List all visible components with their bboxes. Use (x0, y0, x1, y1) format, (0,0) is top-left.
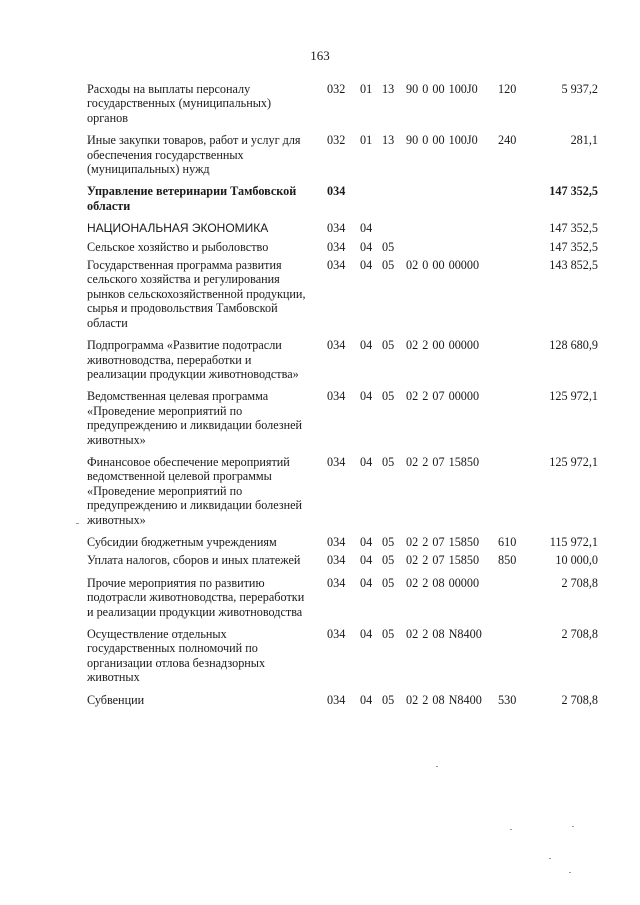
row-name: Ведомственная целевая программа «Проведение мероприятий по предупреждению и ликвидации болезней животных» (87, 389, 303, 447)
table-row (87, 627, 600, 685)
subsection-code: 05 (382, 258, 395, 273)
scan-speck (572, 826, 574, 827)
target-article-code: 90 0 00 100J0 (406, 133, 478, 148)
grbs-code: 034 (327, 627, 346, 641)
row-name: Расходы на выплаты персоналу государственных (муниципальных) органов (87, 82, 272, 125)
subsection-code: 05 (382, 338, 395, 353)
grbs-code: 034 (327, 575, 346, 590)
row-name: Субсидии бюджетным учреждениям (87, 534, 277, 549)
row-name: Финансовое обеспечение мероприятий ведомственной целевой программы «Проведение мероприятий по предупреждению и ликвидации болезней животных» (87, 454, 303, 527)
target-article-code: 02 2 08 00000 (406, 575, 480, 590)
table-row (87, 553, 600, 567)
section-code: 04 (360, 338, 373, 353)
table-row (87, 389, 600, 447)
row-name: Подпрограмма «Развитие подотрасли животноводства, переработки и реализации продукции животноводства» (87, 338, 299, 381)
row-name: Уплата налогов, сборов и иных платежей (87, 553, 301, 568)
amount: 2 708,8 (561, 575, 598, 590)
table-row (87, 576, 600, 619)
table-row (87, 221, 600, 235)
page-number: 163 (310, 48, 330, 63)
subsection-code: 13 (382, 133, 395, 148)
row-name: Государственная программа развития сельского хозяйства и регулирования рынков сельскохозяйственной продукции, сырья и продовольствия Тамбовской области (87, 258, 306, 330)
amount: 143 852,5 (549, 258, 598, 273)
target-article-code: 02 2 07 15850 (406, 534, 480, 549)
subsection-code: 05 (382, 389, 395, 404)
section-code: 04 (360, 454, 373, 469)
amount: 2 708,8 (561, 627, 598, 641)
table-row (87, 133, 600, 176)
section-code: 01 (360, 82, 373, 96)
grbs-code: 034 (327, 258, 346, 273)
amount: 128 680,9 (549, 338, 598, 353)
subsection-code: 05 (382, 627, 395, 641)
grbs-code: 032 (327, 133, 346, 148)
section-code: 04 (360, 239, 373, 254)
expense-type-code: 850 (498, 553, 517, 568)
amount: 147 352,5 (549, 239, 598, 254)
amount: 281,1 (570, 133, 598, 148)
table-row (87, 535, 600, 549)
section-code: 04 (360, 534, 373, 549)
table-row (87, 338, 600, 381)
row-name: Прочие мероприятия по развитию подотрасли животноводства, переработки и реализации продукции животноводства (87, 575, 305, 619)
grbs-code: 034 (327, 239, 346, 254)
amount: 10 000,0 (555, 553, 598, 568)
row-name: Осуществление отдельных государственных полномочий по организации отлова безнадзорных животных (87, 627, 266, 685)
table-row (87, 82, 600, 125)
row-name: НАЦИОНАЛЬНАЯ ЭКОНОМИКА (87, 221, 269, 236)
grbs-code: 034 (327, 184, 346, 199)
section-code: 04 (360, 692, 373, 707)
section-code: 04 (360, 553, 373, 568)
target-article-code: 02 2 07 15850 (406, 454, 480, 469)
subsection-code: 05 (382, 534, 395, 549)
scan-speck (76, 523, 79, 524)
amount: 5 937,2 (561, 82, 598, 96)
subsection-code: 05 (382, 692, 395, 707)
grbs-code: 034 (327, 692, 346, 707)
subsection-code: 13 (382, 82, 395, 96)
row-name: Иные закупки товаров, работ и услуг для обеспечения государственных (муниципальных) нужд (87, 133, 301, 177)
section-code: 01 (360, 133, 373, 148)
scan-speck (436, 766, 438, 767)
table-row (87, 258, 600, 330)
scan-speck (549, 858, 551, 859)
grbs-code: 034 (327, 553, 346, 568)
grbs-code: 034 (327, 389, 346, 404)
grbs-code: 034 (327, 454, 346, 469)
subsection-code: 05 (382, 454, 395, 469)
grbs-code: 034 (327, 338, 346, 353)
expense-type-code: 120 (498, 82, 517, 96)
subsection-code: 05 (382, 239, 395, 254)
target-article-code: 02 2 07 00000 (406, 389, 480, 404)
budget-table (87, 82, 600, 707)
target-article-code: 90 0 00 100J0 (406, 82, 478, 96)
amount: 125 972,1 (549, 389, 598, 404)
target-article-code: 02 2 08 N8400 (406, 627, 482, 641)
amount: 147 352,5 (549, 184, 598, 199)
amount: 115 972,1 (549, 534, 598, 549)
section-code: 04 (360, 221, 373, 236)
target-article-code: 02 2 08 N8400 (406, 692, 482, 707)
subsection-code: 05 (382, 575, 395, 590)
expense-type-code: 240 (498, 133, 517, 148)
grbs-code: 032 (327, 82, 346, 96)
scan-speck (510, 829, 512, 830)
row-name: Управление ветеринарии Тамбовской области (87, 184, 297, 213)
target-article-code: 02 2 07 15850 (406, 553, 480, 568)
grbs-code: 034 (327, 221, 346, 236)
row-name: Субвенции (87, 692, 145, 707)
expense-type-code: 530 (498, 692, 517, 707)
table-row (87, 184, 600, 213)
expense-type-code: 610 (498, 534, 517, 549)
table-row (87, 693, 600, 707)
grbs-code: 034 (327, 534, 346, 549)
target-article-code: 02 2 00 00000 (406, 338, 480, 353)
subsection-code: 05 (382, 553, 395, 568)
scan-speck (569, 872, 571, 873)
target-article-code: 02 0 00 00000 (406, 258, 480, 273)
section-code: 04 (360, 627, 373, 641)
section-code: 04 (360, 258, 373, 273)
section-code: 04 (360, 575, 373, 590)
amount: 2 708,8 (561, 692, 598, 707)
amount: 125 972,1 (549, 454, 598, 469)
section-code: 04 (360, 389, 373, 404)
table-row (87, 455, 600, 527)
amount: 147 352,5 (549, 221, 598, 236)
row-name: Сельское хозяйство и рыболовство (87, 239, 269, 254)
table-row (87, 240, 600, 254)
